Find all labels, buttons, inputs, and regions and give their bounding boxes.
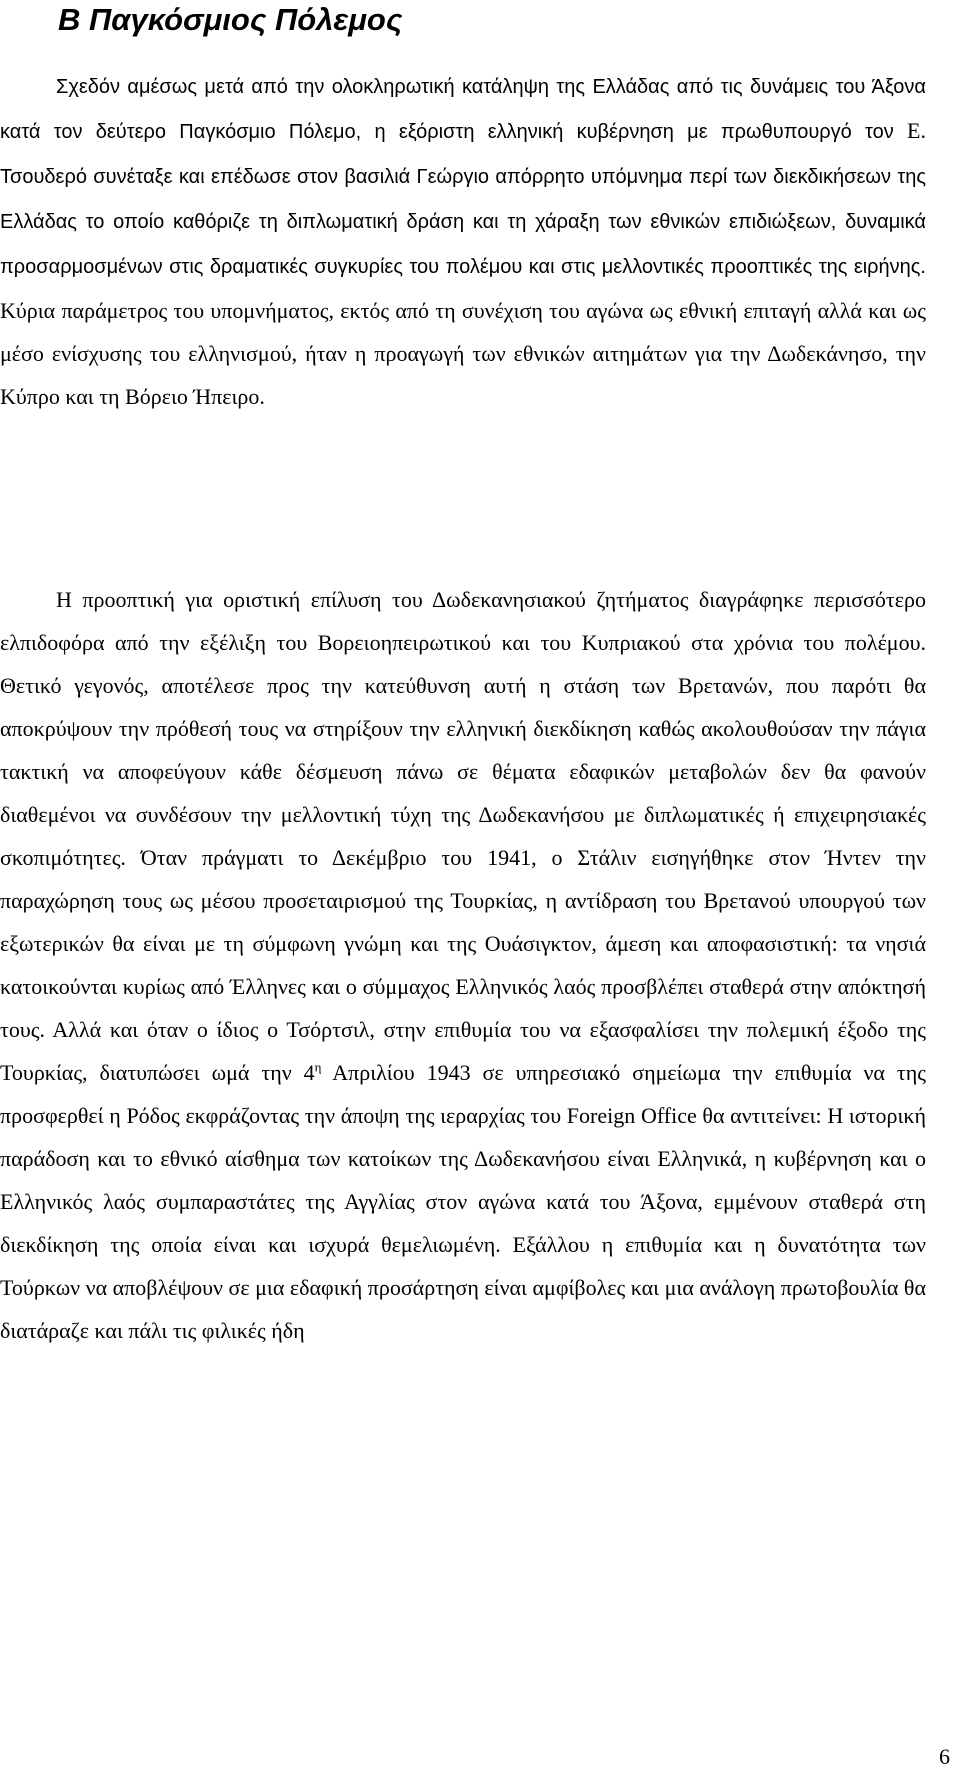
paragraph-1-sans-text: Σχεδόν αμέσως μετά από την ολοκληρωτική κατάληψη της Ελλάδας από τις δυνάμεις του Άξονα κατά τον δεύτερο Παγκόσμιο Πόλεμο, η εξόριστη ελληνική κυβέρνηση με πρωθυπουργό τον xyxy=(0,76,926,143)
paragraph-1-serif-text: Κύρια παράμετρος του υπομνήματος, εκτός από τη συνέχιση του αγώνα ως εθνική επιταγή αλλά και ως μέσο ενίσχυσης του ελληνισμού, ήταν η προαγωγή των εθνικών αιτημάτων για την Δωδεκάνησο, την Κύπρο και τη Βόρειο Ήπειρο. xyxy=(0,298,926,409)
paragraph-1 xyxy=(0,64,926,418)
paragraph-2-text-continued: Απριλίου 1943 σε υπηρεσιακό σημείωμα την επιθυμία να της προσφερθεί η Ρόδος εκφράζοντας την άποψη της ιεραρχίας του Foreign Office θα αντιτείνει: Η ιστορική παράδοση και το εθνικό αίσθημα των κατοίκων της Δωδεκανήσου είναι Ελληνικά, η κυβέρνηση και ο Ελληνικός λαός συμπαραστάτες της Αγγλίας στον αγώνα κατά του Άξονα, εμμένουν σταθερά στη διεκδίκηση της οποία είναι και ισχυρά θεμελιωμένη. Εξάλλου η επιθυμία και η δυνατότητα των Τούρκων να αποβλέψουν σε μια εδαφική προσάρτηση είναι αμφίβολες και μια ανάλογη πρωτοβουλία θα διατάραζε και πάλι τις φιλικές ήδη xyxy=(0,1060,926,1343)
paragraph-1-sans-text-continued: Τσουδερό συνέταξε και επέδωσε στον βασιλιά Γεώργιο απόρρητο υπόμνημα περί των διεκδικήσεων της Ελλάδας το οποίο καθόριζε τη διπλωματική δράση και τη χάραξη των εθνικών επιδιώξεων, δυναμικά προσαρμοσμένων στις δραματικές συγκυρίες του πολέμου και στις μελλοντικές προοπτικές της ειρήνης. xyxy=(0,166,926,278)
ordinal-superscript: η xyxy=(314,1059,322,1075)
paragraph-1-initial: Ε. xyxy=(907,118,926,143)
paragraph-2-text: Η προοπτική για οριστική επίλυση του Δωδεκανησιακού ζητήματος διαγράφηκε περισσότερο ελπιδοφόρα από την εξέλιξη του Βορειοηπειρωτικού και του Κυπριακού στα χρόνια του πολέμου. Θετικό γεγονός, αποτέλεσε προς την κατεύθυνση αυτή η στάση των Βρετανών, που παρότι θα αποκρύψουν την πρόθεσή τους να στηρίξουν την ελληνική διεκδίκηση καθώς ακολουθούσαν την πάγια τακτική να αποφεύγουν κάθε δέσμευση πάνω σε θέματα εδαφικών μεταβολών δεν θα φανούν διαθεμένοι να συνδέσουν την μελλοντική τύχη της Δωδεκανήσου με διπλωματικές ή επιχειρησιακές σκοπιμότητες. Όταν πράγματι το Δεκέμβριο του 1941, ο Στάλιν εισηγήθηκε στον Ήντεν την παραχώρηση τους ως μέσου προσεταιρισμού της Τουρκίας, η αντίδραση του Βρετανού υπουργού των εξωτερικών θα είναι με τη σύμφωνη γνώμη και της Ουάσιγκτον, άμεση και αποφασιστική: τα νησιά κατοικούνται κυρίως από Έλληνες και ο σύμμαχος Ελληνικός λαός προσβλέπει σταθερά στην απόκτησή τους. Αλλά και όταν ο ίδιος ο Τσόρτσιλ, στην επιθυμία του να εξασφαλίσει την πολεμική έξοδο της Τουρκίας, διατυπώσει ωμά την 4 xyxy=(0,587,926,1085)
page-number: 6 xyxy=(939,1744,950,1769)
paragraph-2 xyxy=(0,578,926,1352)
section-heading: Β Παγκόσμιος Πόλεμος xyxy=(58,2,403,37)
